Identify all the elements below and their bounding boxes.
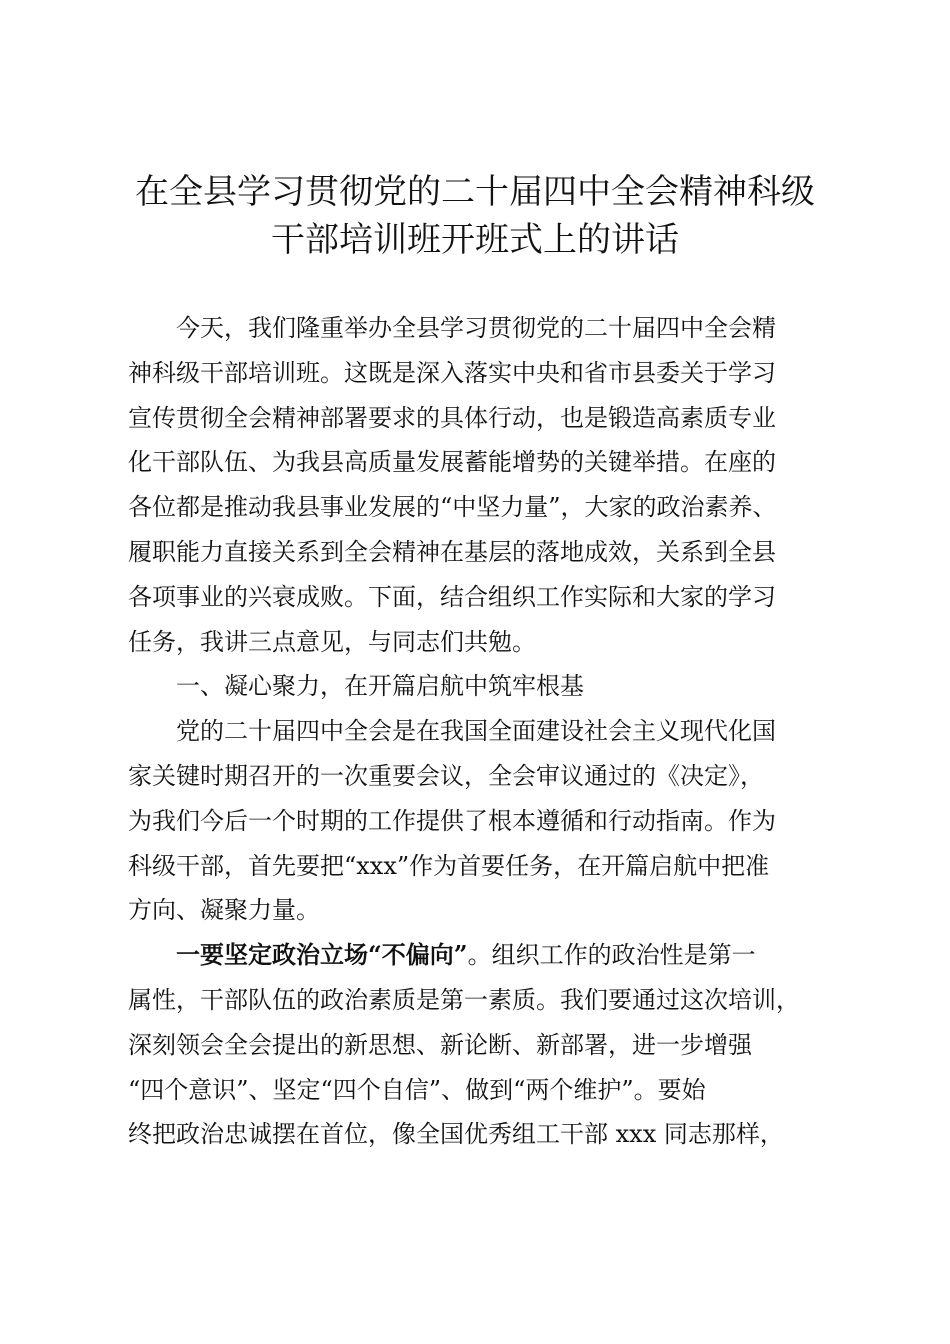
paragraph-line: 终把政治忠诚摆在首位，像全国优秀组工干部 xxx 同志那样， (128, 1120, 784, 1149)
paragraph-line: 今天，我们隆重举办全县学习贯彻党的二十届四中全会精 (176, 314, 776, 342)
paragraph-line: 神科级干部培训班。这既是深入落实中央和省市县委关于学习 (128, 358, 776, 387)
paragraph-line: 各项事业的兴衰成败。下面，结合组织工作实际和大家的学习 (128, 582, 776, 611)
paragraph-line: 属性，干部队伍的政治素质是第一素质。我们要通过这次培训， (128, 985, 800, 1014)
paragraph-line: 科级干部，首先要把“xxx”作为首要任务，在开篇启航中把准 (128, 851, 770, 880)
paragraph-line: 履职能力直接关系到全会精神在基层的落地成效，关系到全县 (128, 537, 776, 566)
paragraph-line: 化干部队伍、为我县高质量发展蓄能增势的关键举措。在座的 (128, 448, 776, 477)
paragraph-line: “四个意识”、坚定“四个自信”、做到“两个维护”。要始 (128, 1075, 706, 1104)
paragraph-line: 宣传贯彻全会精神部署要求的具体行动，也是锻造高素质专业 (128, 403, 776, 432)
document-body (128, 306, 832, 1157)
paragraph-line: 各位都是推动我县事业发展的“中坚力量”，大家的政治素养、 (128, 493, 777, 522)
paragraph-line: 家关键时期召开的一次重要会议，全会审议通过的《决定》， (128, 761, 764, 790)
lead-rest-text: 。组织工作的政治性是第一 (467, 941, 756, 970)
title-line-1: 在全县学习贯彻党的二十届四中全会精神科级 (135, 172, 815, 212)
paragraph-line: 深刻领会全会提出的新思想、新论断、新部署，进一步增强 (128, 1030, 752, 1059)
paragraph-line-lead (128, 933, 832, 978)
title-line-2: 干部培训班开班式上的讲话 (271, 220, 679, 260)
paragraph-line: 任务，我讲三点意见，与同志们共勉。 (128, 627, 536, 656)
section-heading: 一、凝心聚力，在开篇启航中筑牢根基 (176, 672, 584, 701)
paragraph-line: 党的二十届四中全会是在我国全面建设社会主义现代化国 (176, 717, 776, 746)
paragraph-line: 为我们今后一个时期的工作提供了根本遵循和行动指南。作为 (128, 806, 776, 835)
bold-lead-text: 一要坚定政治立场“不偏向” (176, 940, 468, 970)
document-title (120, 168, 830, 264)
paragraph-line: 方向、凝聚力量。 (128, 896, 320, 925)
